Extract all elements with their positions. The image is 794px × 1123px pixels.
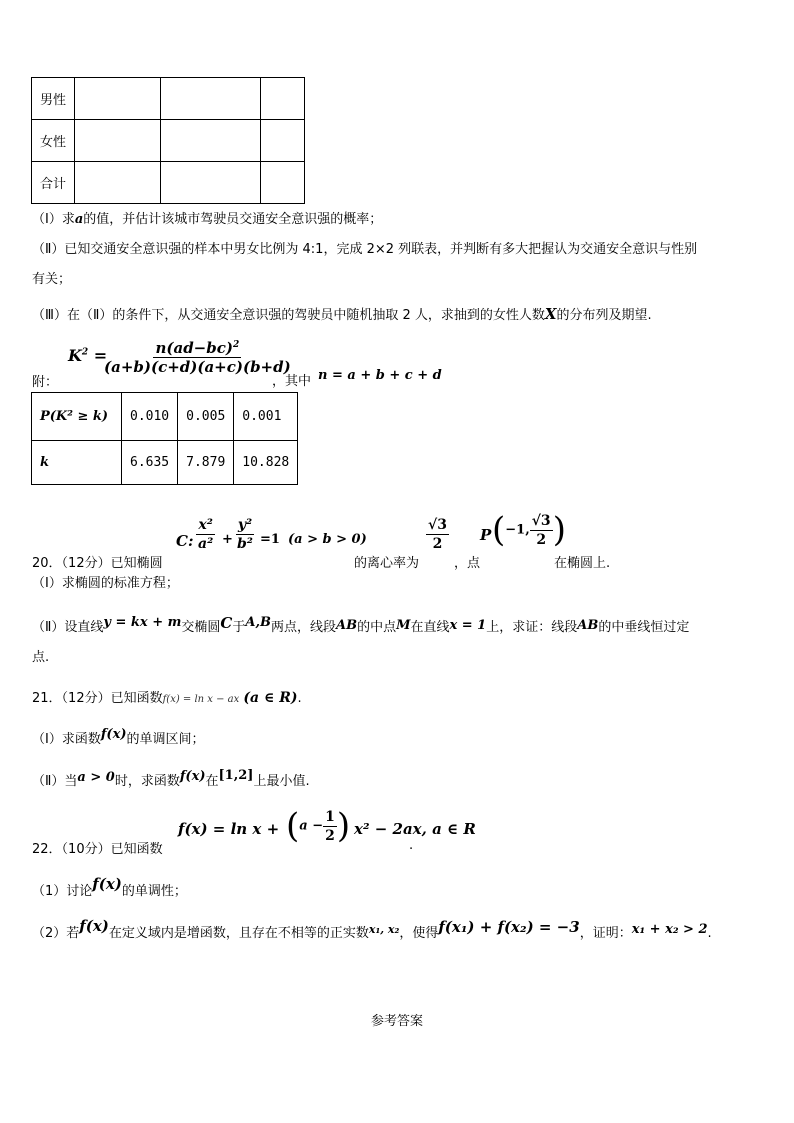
q21-part2: （Ⅱ）当a > 0时，求函数f(x)在[1,2]上最小值. [32, 768, 310, 789]
p-header: P(K² ≥ k) [32, 393, 122, 441]
point-p: (−1, $\frac{√3}{2}$ ) [492, 510, 566, 550]
table-cell [75, 162, 161, 204]
row-label: 男性 [32, 78, 75, 120]
q19-part3: （Ⅲ）在（Ⅱ）的条件下，从交通安全意识强的驾驶员中随机抽取 2 人，求抽到的女性人数X的分布列及期望. [32, 305, 652, 323]
q19-part2-cont: 有关； [32, 272, 72, 287]
q22-part1: （1）讨论f(x)的单调性； [32, 875, 187, 899]
table-row [32, 120, 305, 162]
q19-part1: （Ⅰ）求a的值，并估计该城市驾驶员交通安全意识强的概率； [32, 212, 383, 227]
table-cell [161, 162, 261, 204]
eccentricity-fraction: $\frac{√3}{2}$ [428, 517, 447, 552]
q21-part1: （Ⅰ）求函数f(x)的单调区间； [32, 727, 205, 747]
q21-stem: 21．（12分）已知函数f(x) = ln x − ax (a ∈ R). [32, 690, 302, 706]
table-cell [261, 162, 305, 204]
y-fraction: $\frac{\text{y²}}{\text{b²}}$ [237, 517, 253, 552]
row-label: 合计 [32, 162, 75, 204]
p-value: 0.005 [178, 393, 234, 441]
k-value: 7.879 [178, 441, 234, 485]
q20-part1: （Ⅰ）求椭圆的标准方程； [32, 576, 179, 591]
q20-part2-cont: 点. [32, 650, 50, 665]
table-cell [161, 120, 261, 162]
x-fraction: $\frac{\text{x²}}{\text{a²}}$ [198, 517, 214, 552]
contingency-table [31, 77, 305, 204]
table-row [32, 78, 305, 120]
coef-paren: (a − $\frac{1}{2}$ ) [286, 806, 351, 846]
q22-stem: 22．（10分）已知函数 f(x) = ln x + (a − $\frac{1}{2}$ ) x² − 2ax, a ∈ R . [32, 806, 476, 857]
table-row [32, 441, 298, 485]
critical-value-table [31, 392, 298, 485]
q20-part2: （Ⅱ）设直线y = kx + m交椭圆C于A,B两点，线段AB的中点M在直线x = 1上，求证：线段AB的中垂线恒过定 [32, 614, 690, 635]
answer-heading: 参考答案 [370, 1014, 423, 1029]
k-squared-fraction: $\frac{n(ad-bc)^2}{(a+b)(c+d)(a+c)(b+d)}$ [102, 336, 293, 376]
table-cell [75, 78, 161, 120]
table-cell [75, 120, 161, 162]
table-row [32, 162, 305, 204]
p-value: 0.001 [234, 393, 298, 441]
q19-part2: （Ⅱ）已知交通安全意识强的样本中男女比例为 4:1，完成 2×2 列联表，并判断有多大把握认为交通安全意识与性别 [32, 242, 698, 257]
table-cell [261, 78, 305, 120]
table-cell [261, 120, 305, 162]
q22-part2: （2）若f(x)在定义域内是增函数，且存在不相等的正实数$^{x_1, x_2}$，使得f(x₁) + f(x₂) = −3，证明：x₁ + x₂ > 2. [32, 917, 712, 941]
p-value: 0.010 [122, 393, 178, 441]
row-label: 女性 [32, 120, 75, 162]
table-cell [161, 78, 261, 120]
table-row [32, 393, 298, 441]
q20-stem: 20．（12分）已知椭圆 C: $\frac{\text{x²}}{\text{a²}}$ + $\frac{\text{y²}}{\text{b²}}$ =1 (a > b > 0) 的离心率为 $\frac{√3}{2}$ ，点 P (−1, $\frac{√3}{2}$ ) 在椭圆上. [32, 510, 611, 571]
k-value: 6.635 [122, 441, 178, 485]
k-header: k [32, 441, 122, 485]
k-value: 10.828 [234, 441, 298, 485]
